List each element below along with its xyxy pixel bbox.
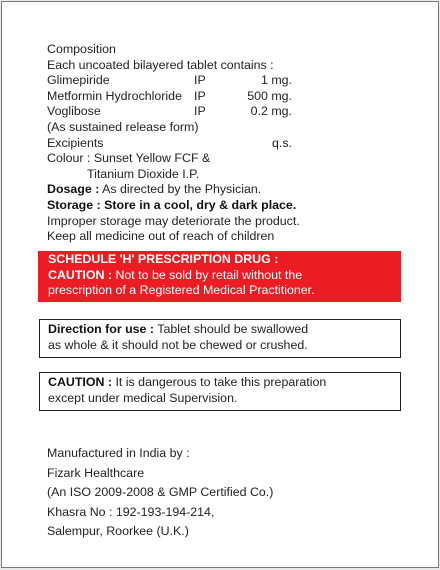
ingredient-name: Voglibose (47, 104, 101, 119)
ingredient-name: Glimepiride (47, 73, 110, 88)
ingredient-name: Metformin Hydrochloride (47, 88, 182, 103)
manufacturer-name: Fizark Healthcare (47, 465, 145, 480)
ingredient-row (47, 104, 292, 120)
dosage-text: As directed by the Physician. (99, 182, 262, 197)
direction-text-continued: as whole & it should not be chewed or crushed. (48, 337, 308, 352)
ingredient-row (47, 89, 292, 105)
caution-supervision-text-continued: except under medical Supervision. (48, 390, 238, 405)
caution-supervision-box (39, 372, 401, 411)
colour-line-continued: Titanium Dioxide I.P. (87, 166, 200, 181)
schedule-h-warning-box (38, 251, 401, 302)
ingredient-row (47, 73, 292, 89)
direction-text: Tablet should be swallowed (154, 322, 309, 336)
direction-for-use-box (39, 319, 401, 358)
keep-away-note: Keep all medicine out of reach of children (47, 229, 275, 244)
schedule-heading: SCHEDULE 'H' PRESCRIPTION DRUG : (48, 252, 279, 266)
caution-retail-line: CAUTION : Not to be sold by retail without the (48, 267, 303, 282)
ingredient-standard: IP (194, 104, 206, 119)
manufacturer-address-city: Salempur, Roorkee (U.K.) (47, 524, 189, 539)
release-note: (As sustained release form) (47, 119, 199, 134)
ingredient-qty: 1 mg. (261, 73, 292, 88)
composition-section (47, 42, 300, 245)
dosage-line (47, 182, 292, 198)
manufacturer-address: Khasra No : 192-193-194-214, (47, 504, 215, 519)
composition-intro: Each uncoated bilayered tablet contains : (47, 57, 274, 72)
caution-supervision-text: It is dangerous to take this preparation (112, 375, 327, 389)
manufacturer-section (47, 444, 273, 542)
ingredient-standard: IP (194, 88, 206, 103)
manufacturer-certification: (An ISO 2009-2008 & GMP Certified Co.) (47, 485, 274, 500)
ingredient-qty: 0.2 mg. (250, 104, 292, 119)
manufacturer-line: Manufactured in India by : (47, 446, 190, 460)
colour-line: Colour : Sunset Yellow FCF & (47, 151, 211, 166)
caution-retail-line-continued: prescription of a Registered Medical Practitioner. (48, 283, 315, 298)
composition-heading: Composition (47, 42, 116, 56)
label-panel (1, 1, 439, 568)
ingredient-qty: 500 mg. (247, 88, 292, 103)
excipients-name: Excipients (47, 135, 104, 150)
direction-label: Direction for use : (48, 322, 155, 336)
excipients-row (47, 136, 292, 152)
improper-storage-note: Improper storage may deteriorate the product. (47, 213, 300, 228)
storage-label: Storage : Store in a cool, dry & dark place. (47, 197, 297, 212)
dosage-label: Dosage : (47, 182, 100, 197)
caution-label: CAUTION : (48, 267, 113, 282)
storage-line (47, 197, 297, 214)
ingredient-standard: IP (194, 73, 206, 88)
caution-supervision-label: CAUTION : (48, 375, 113, 389)
excipients-qty: q.s. (272, 135, 292, 150)
